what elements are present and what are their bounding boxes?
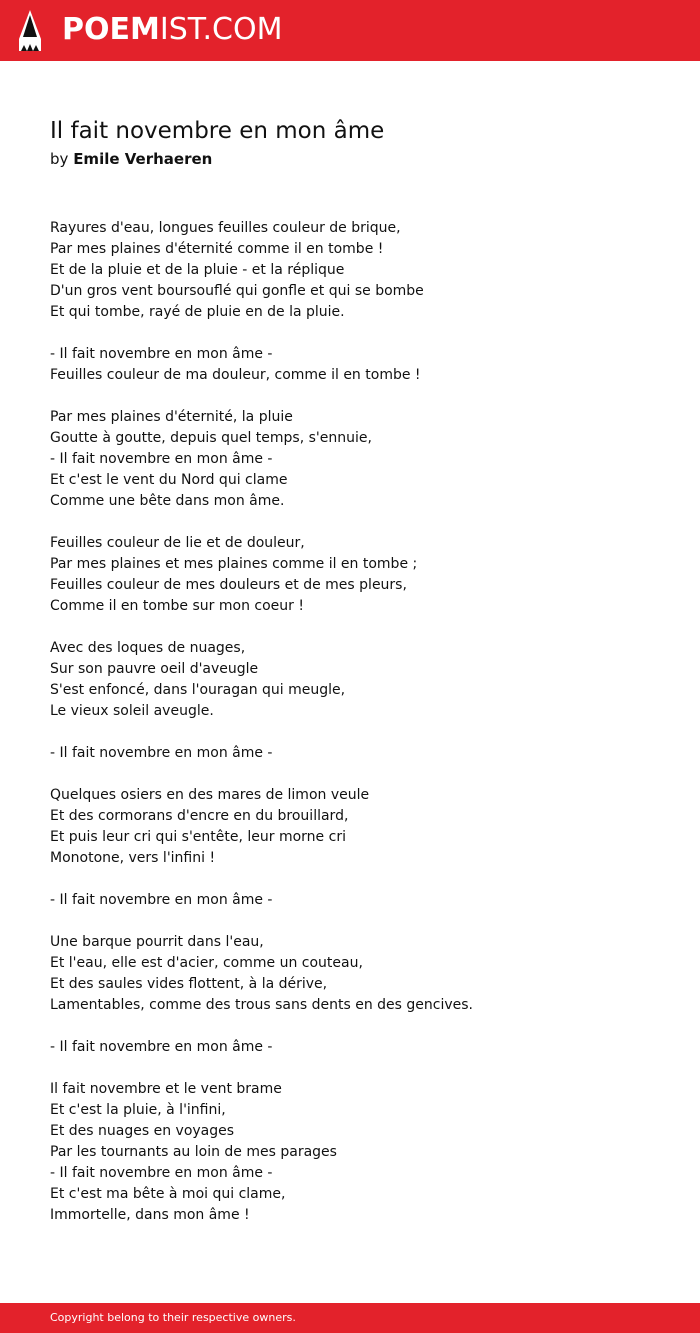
stanza-break [50, 764, 670, 785]
poem-line: Goutte à goutte, depuis quel temps, s'ennuie, [50, 430, 372, 446]
stanza-break [50, 512, 670, 533]
poem-line: D'un gros vent boursouflé qui gonfle et qui se bombe [50, 283, 424, 299]
poem-line: Le vieux soleil aveugle. [50, 703, 214, 719]
byline-prefix: by [50, 150, 69, 168]
poem-line: Et puis leur cri qui s'entête, leur morne cri [50, 829, 346, 845]
poem-line: Et l'eau, elle est d'acier, comme un couteau, [50, 955, 363, 971]
poem-line: - Il fait novembre en mon âme - [50, 745, 273, 761]
stanza-break [50, 869, 670, 890]
poem-line: Rayures d'eau, longues feuilles couleur de brique, [50, 220, 401, 236]
poem-line: Par mes plaines d'éternité comme il en tombe ! [50, 241, 384, 257]
poem-line: - Il fait novembre en mon âme - [50, 451, 273, 467]
poem-line: Sur son pauvre oeil d'aveugle [50, 661, 259, 677]
poem-line: Comme une bête dans mon âme. [50, 493, 285, 509]
pen-nib-icon [17, 9, 43, 52]
poem-line: - Il fait novembre en mon âme - [50, 892, 273, 908]
logo-light-text: IST.COM [159, 12, 283, 47]
poem-line: Lamentables, comme des trous sans dents en des gencives. [50, 997, 474, 1013]
stanza-break [50, 386, 670, 407]
poem-line: Et des cormorans d'encre en du brouillard, [50, 808, 349, 824]
copyright-text: Copyright belong to their respective owners. [50, 1311, 296, 1324]
poem-line: Monotone, vers l'infini ! [50, 850, 216, 866]
poem-line: Et qui tombe, rayé de pluie en de la pluie. [50, 304, 345, 320]
site-footer [0, 1303, 700, 1333]
stanza-break [50, 617, 670, 638]
poem-line: Et des saules vides flottent, à la dérive, [50, 976, 328, 992]
poem-line: Quelques osiers en des mares de limon veule [50, 787, 370, 803]
byline [50, 149, 212, 169]
poem-line: Immortelle, dans mon âme ! [50, 1207, 250, 1223]
poem-line: Par mes plaines et mes plaines comme il en tombe ; [50, 556, 418, 572]
stanza-break [50, 911, 670, 932]
poem-line: Et de la pluie et de la pluie - et la réplique [50, 262, 345, 278]
poem-line: Une barque pourrit dans l'eau, [50, 934, 264, 950]
logo-bold-text: POEM [62, 12, 160, 47]
poem-line: Il fait novembre et le vent brame [50, 1081, 282, 1097]
poem-line: Et c'est le vent du Nord qui clame [50, 472, 288, 488]
author-name: Emile Verhaeren [73, 150, 213, 168]
stanza-break [50, 722, 670, 743]
poem-line: Feuilles couleur de ma douleur, comme il en tombe ! [50, 367, 421, 383]
poem-line: - Il fait novembre en mon âme - [50, 1039, 273, 1055]
poem-line: Feuilles couleur de lie et de douleur, [50, 535, 305, 551]
stanza-break [50, 323, 670, 344]
site-logo[interactable] [62, 11, 282, 49]
poem-line: Feuilles couleur de mes douleurs et de mes pleurs, [50, 577, 407, 593]
poem-line: - Il fait novembre en mon âme - [50, 1165, 273, 1181]
poem-body [50, 218, 670, 1226]
poem-line: Et des nuages en voyages [50, 1123, 235, 1139]
poem-title: Il fait novembre en mon âme [50, 118, 385, 144]
poem-line: Par les tournants au loin de mes parages [50, 1144, 337, 1160]
stanza-break [50, 1058, 670, 1079]
poem-line: Avec des loques de nuages, [50, 640, 246, 656]
poem-line: - Il fait novembre en mon âme - [50, 346, 273, 362]
poem-line: Par mes plaines d'éternité, la pluie [50, 409, 293, 425]
site-header [0, 0, 700, 61]
poem-line: S'est enfoncé, dans l'ouragan qui meugle, [50, 682, 346, 698]
poem-line: Et c'est ma bête à moi qui clame, [50, 1186, 286, 1202]
poem-line: Comme il en tombe sur mon coeur ! [50, 598, 304, 614]
stanza-break [50, 1016, 670, 1037]
poem-line: Et c'est la pluie, à l'infini, [50, 1102, 226, 1118]
